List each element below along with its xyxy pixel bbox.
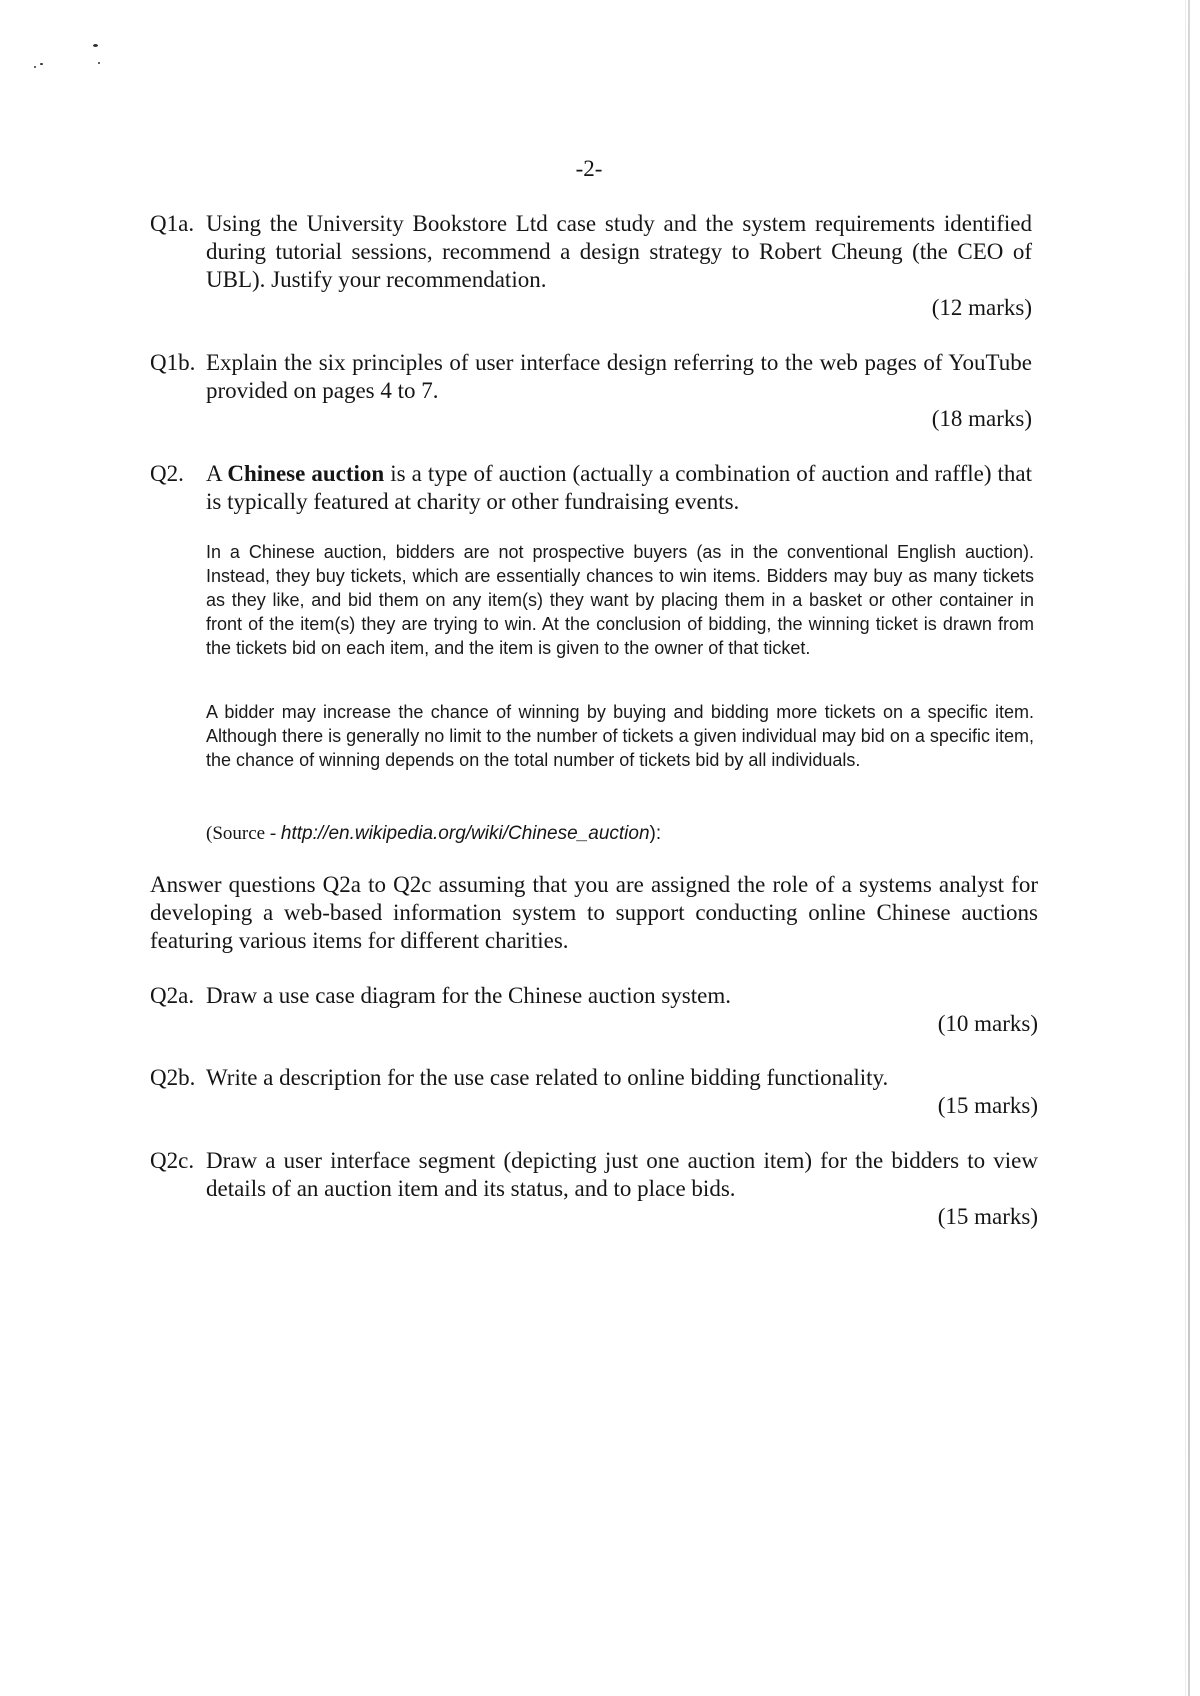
question-number: Q2a.	[150, 983, 195, 1008]
question-q1b	[150, 349, 1032, 433]
scan-edge-shadow	[1188, 0, 1190, 1696]
source-end: ):	[649, 823, 662, 844]
question-text-suffix: is a type of auction (actually a combination of auction and raffle) that is typically featured at charity or other fundraising events.	[206, 461, 1033, 514]
auction-paragraph-1: In a Chinese auction, bidders are not prospective buyers (as in the conventional English auction). Instead, they buy tickets, which are essentially chances to win items. Bidders may buy as many tickets as they like, and bid them on any item(s) they want by placing them in a basket or other container in front of the item(s) they are trying to win. At the conclusion of bidding, the winning ticket is drawn from the tickets bid on each item, and the item is given to the owner of that ticket.	[206, 542, 1034, 658]
question-number: Q2.	[150, 461, 184, 486]
question-q2	[150, 460, 1032, 516]
scan-speck	[34, 66, 36, 68]
scan-speck	[98, 62, 100, 64]
page-number: -2-	[575, 156, 603, 181]
marks-label: (12 marks)	[931, 295, 1032, 320]
chinese-auction-term: Chinese auction	[227, 461, 385, 486]
question-text: Explain the six principles of user interface design referring to the web pages of YouTube provided on pages 4 to 7.	[206, 350, 1032, 403]
source-label: (Source -	[206, 823, 281, 844]
question-text: Draw a user interface segment (depicting just one auction item) for the bidders to view details of an auction item and its status, and to place bids.	[206, 1148, 1038, 1201]
instructions-paragraph: Answer questions Q2a to Q2c assuming that you are assigned the role of a systems analyst for developing a web-based information system to support conducting online Chinese auctions featuring various items for different charities.	[150, 872, 1038, 953]
marks-label: (18 marks)	[931, 406, 1032, 431]
marks-label: (10 marks)	[937, 1011, 1038, 1036]
scan-speck	[40, 63, 43, 65]
scan-edge-light	[1185, 0, 1186, 1696]
question-text: Write a description for the use case related to online bidding functionality.	[206, 1065, 889, 1090]
question-number: Q2b.	[150, 1065, 196, 1090]
question-number: Q2c.	[150, 1148, 195, 1173]
scan-speck	[93, 44, 98, 47]
question-number: Q1a.	[150, 211, 195, 236]
source-url: http://en.wikipedia.org/wiki/Chinese_auction	[280, 823, 650, 844]
question-text: Using the University Bookstore Ltd case study and the system requirements identified during tutorial sessions, recommend a design strategy to Robert Cheung (the CEO of UBL). Justify your recommendation.	[206, 211, 1032, 292]
question-text: Draw a use case diagram for the Chinese auction system.	[206, 983, 731, 1008]
question-text-prefix: A	[206, 461, 228, 486]
question-text	[206, 460, 1032, 516]
question-q2c	[150, 1147, 1038, 1231]
source-citation	[206, 822, 661, 846]
question-q1a	[150, 210, 1032, 322]
marks-label: (15 marks)	[937, 1093, 1038, 1118]
question-q2b	[150, 1064, 1038, 1120]
marks-label: (15 marks)	[937, 1204, 1038, 1229]
auction-paragraph-2: A bidder may increase the chance of winning by buying and bidding more tickets on a specific item. Although there is generally no limit to the number of tickets a given individual may bid on a specific item, the chance of winning depends on the total number of tickets bid by all individuals.	[206, 702, 1034, 770]
question-number: Q1b.	[150, 350, 196, 375]
question-q2a	[150, 982, 1038, 1038]
